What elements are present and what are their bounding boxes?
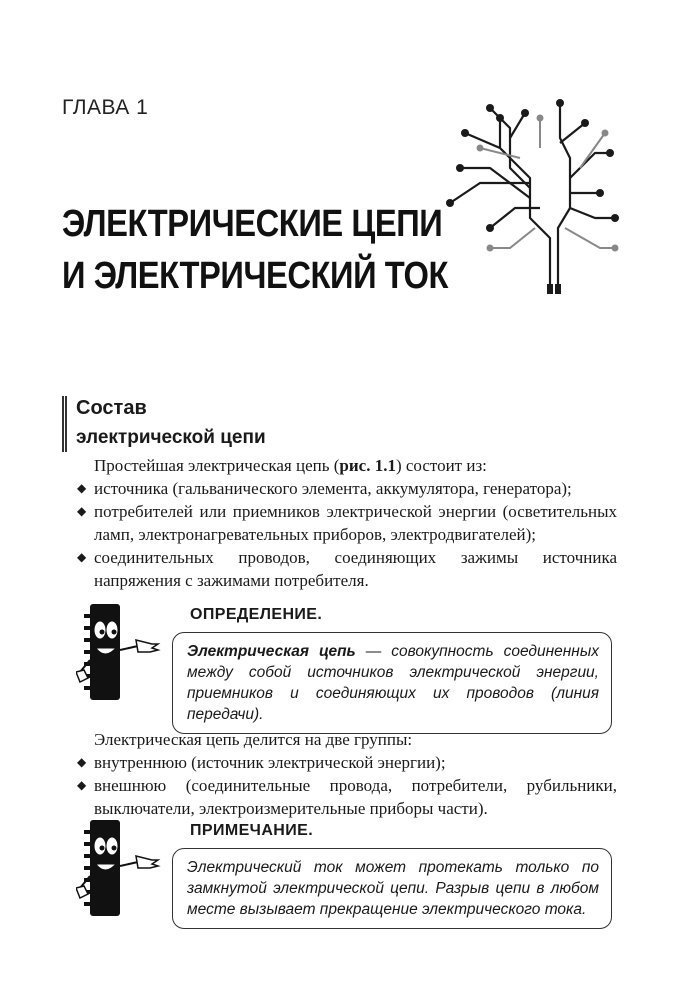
intro-text: Простейшая электрическая цепь ( xyxy=(94,456,340,475)
chapter-label: ГЛАВА 1 xyxy=(62,96,149,119)
diamond-bullet-icon: ◆ xyxy=(77,481,87,495)
composition-block xyxy=(77,454,617,592)
diamond-bullet-icon: ◆ xyxy=(77,755,87,769)
diamond-bullet-icon: ◆ xyxy=(77,504,87,518)
diamond-bullet-icon: ◆ xyxy=(77,778,87,792)
circuit-brain-icon xyxy=(420,88,620,298)
section-heading-line-2: электрической цепи xyxy=(76,427,266,448)
definition-heading: ОПРЕДЕЛЕНИЕ. xyxy=(190,606,323,623)
title-line-2: И ЭЛЕКТРИЧЕСКИЙ ТОК xyxy=(62,255,449,297)
section-heading xyxy=(62,396,266,452)
list-item xyxy=(77,500,617,546)
intro-text-end: ) состоит из: xyxy=(395,456,487,475)
groups-block xyxy=(77,728,617,820)
list-item-text: внутреннюю (источник электрической энергии); xyxy=(94,753,446,772)
list-item-text: соединительных проводов, соединяющих зажимы источника напряжения с зажимами потребителя. xyxy=(94,548,617,590)
groups-list xyxy=(77,751,617,820)
intro-paragraph xyxy=(77,454,617,477)
groups-intro: Электрическая цепь делится на две группы: xyxy=(94,730,413,749)
definition-text: — совокупность соединенных между собой источников электрической энергии, приемников и соединяющих их проводов (линия передачи). xyxy=(187,643,599,723)
list-item xyxy=(77,751,617,774)
list-item xyxy=(77,774,617,820)
definition-term: Электрическая цепь xyxy=(187,643,356,660)
title-line-1: ЭЛЕКТРИЧЕСКИЕ ЦЕПИ xyxy=(62,203,443,245)
note-callout xyxy=(172,848,612,929)
section-heading-line-1: Состав xyxy=(76,397,147,419)
list-item xyxy=(77,477,617,500)
diamond-bullet-icon: ◆ xyxy=(77,550,87,564)
note-text: Электрический ток может протекать только по замкнутой электрической цепи. Разрыв цепи в любом месте вызывает прекращение электрического тока. xyxy=(187,859,599,918)
figure-reference: рис. 1.1 xyxy=(339,456,396,475)
component-list xyxy=(77,477,617,592)
note-heading: ПРИМЕЧАНИЕ. xyxy=(190,822,314,839)
list-item-text: потребителей или приемников электрической энергии (осветительных ламп, электронагревательных приборов, электродвигателей); xyxy=(94,502,617,544)
list-item-text: внешнюю (соединительные провода, потребители, рубильники, выключатели, электроизмерительные приборы части). xyxy=(94,776,617,818)
chip-mascot-icon xyxy=(76,816,166,926)
chip-mascot-icon xyxy=(76,600,166,710)
list-item-text: источника (гальванического элемента, аккумулятора, генератора); xyxy=(94,479,572,498)
definition-callout xyxy=(172,632,612,734)
list-item xyxy=(77,546,617,592)
page-title xyxy=(62,198,449,302)
